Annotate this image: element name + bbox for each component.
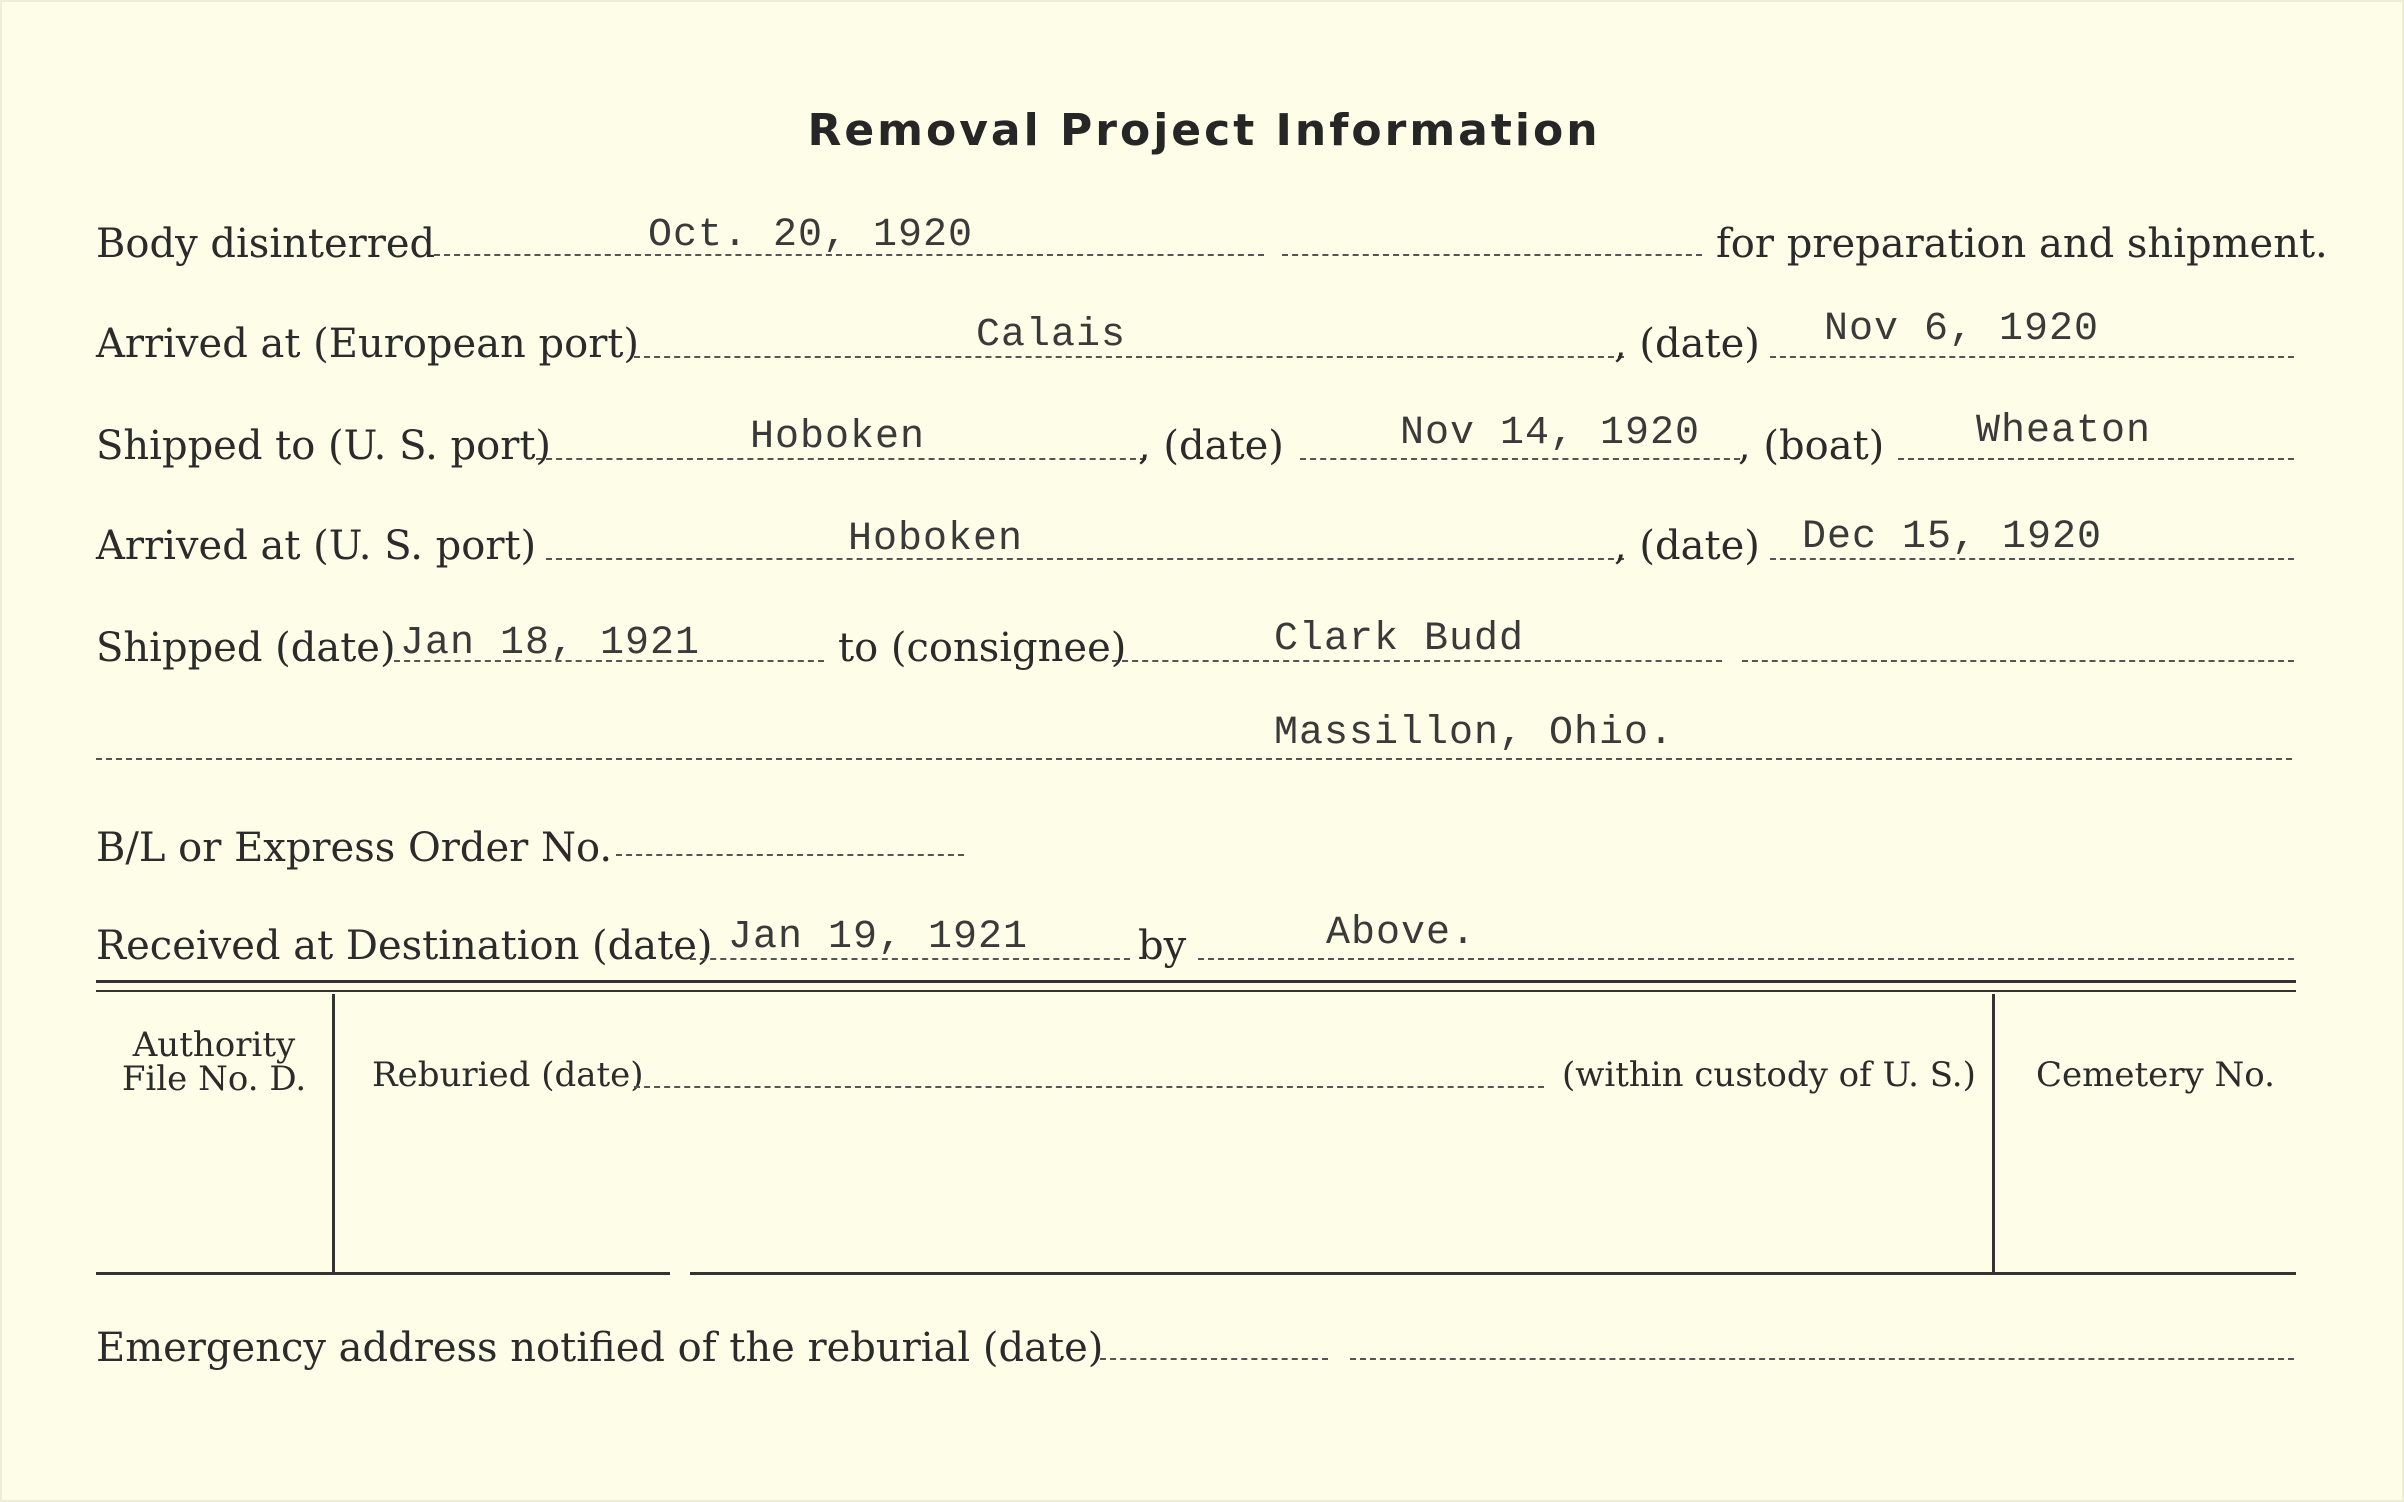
emergency-line <box>1100 1358 1328 1360</box>
body-disinterred-label: Body disinterred <box>96 221 436 267</box>
received-label: Received at Destination (date) <box>96 923 713 969</box>
box-divider-right <box>1992 994 1995 1272</box>
arrived-european-date: Nov 6, 1920 <box>1824 307 2100 352</box>
shipped-us-boat: Wheaton <box>1976 409 2152 454</box>
received-by-label: by <box>1138 923 1187 969</box>
bl-order-line <box>616 854 964 856</box>
shipped-date: Jan 18, 1921 <box>400 621 701 666</box>
custody-label: (within custody of U. S.) <box>1562 1055 1976 1095</box>
arrived-us-label: Arrived at (U. S. port) <box>96 523 537 569</box>
body-disinterred-value: Oct. 20, 1920 <box>648 213 974 258</box>
shipped-us-boat-label: , (boat) <box>1738 423 1885 469</box>
section-rule-bottom <box>96 990 2296 992</box>
emergency-label: Emergency address notified of the reburial (date) <box>96 1325 1104 1371</box>
shipped-us-date-line <box>1300 458 1740 460</box>
consignee-label: to (consignee) <box>838 625 1127 671</box>
arrived-european-date-line <box>1770 356 2294 358</box>
shipped-us-label: Shipped to (U. S. port) <box>96 423 551 469</box>
bl-order-label: B/L or Express Order No. <box>96 825 613 871</box>
shipped-us-date-label: , (date) <box>1138 423 1284 469</box>
reburied-label: Reburied (date) <box>372 1055 644 1095</box>
authority-label-line1: Authority <box>132 1025 296 1065</box>
arrived-us-port: Hoboken <box>848 517 1024 562</box>
shipped-us-boat-line <box>1898 458 2294 460</box>
received-by: Above. <box>1326 911 1477 956</box>
arrived-us-date: Dec 15, 1920 <box>1802 515 2103 560</box>
shipped-date-label: Shipped (date) <box>96 625 396 671</box>
consignee-address: Massillon, Ohio. <box>1274 711 1675 756</box>
arrived-european-port: Calais <box>976 313 1127 358</box>
arrived-european-line <box>634 356 1624 358</box>
cemetery-label: Cemetery No. <box>2036 1055 2275 1095</box>
received-by-line <box>1198 958 2294 960</box>
page-title: Removal Project Information <box>807 105 1601 156</box>
arrived-european-label: Arrived at (European port) <box>96 321 640 367</box>
received-date: Jan 19, 1921 <box>728 915 1029 960</box>
body-disinterred-line-2 <box>1282 254 1702 256</box>
box-divider-left <box>332 994 335 1272</box>
shipped-us-date: Nov 14, 1920 <box>1400 411 1701 456</box>
emergency-line-2 <box>1350 1358 2294 1360</box>
arrived-european-date-label: , (date) <box>1614 321 1760 367</box>
authority-label-line2: File No. D. <box>121 1059 307 1099</box>
consignee-line-2 <box>1742 660 2294 662</box>
shipped-us-port: Hoboken <box>750 415 926 460</box>
box-rule-2 <box>690 1272 2296 1275</box>
consignee-name: Clark Budd <box>1274 617 1525 662</box>
consignee-address-line <box>96 758 2292 760</box>
arrived-us-date-label: , (date) <box>1614 523 1760 569</box>
authority-label <box>96 1025 332 1099</box>
box-rule-1 <box>96 1272 670 1275</box>
arrived-us-line <box>546 558 1624 560</box>
body-disinterred-suffix: for preparation and shipment. <box>1716 221 2328 267</box>
section-rule-top <box>96 980 2296 983</box>
reburied-line <box>634 1086 1544 1088</box>
